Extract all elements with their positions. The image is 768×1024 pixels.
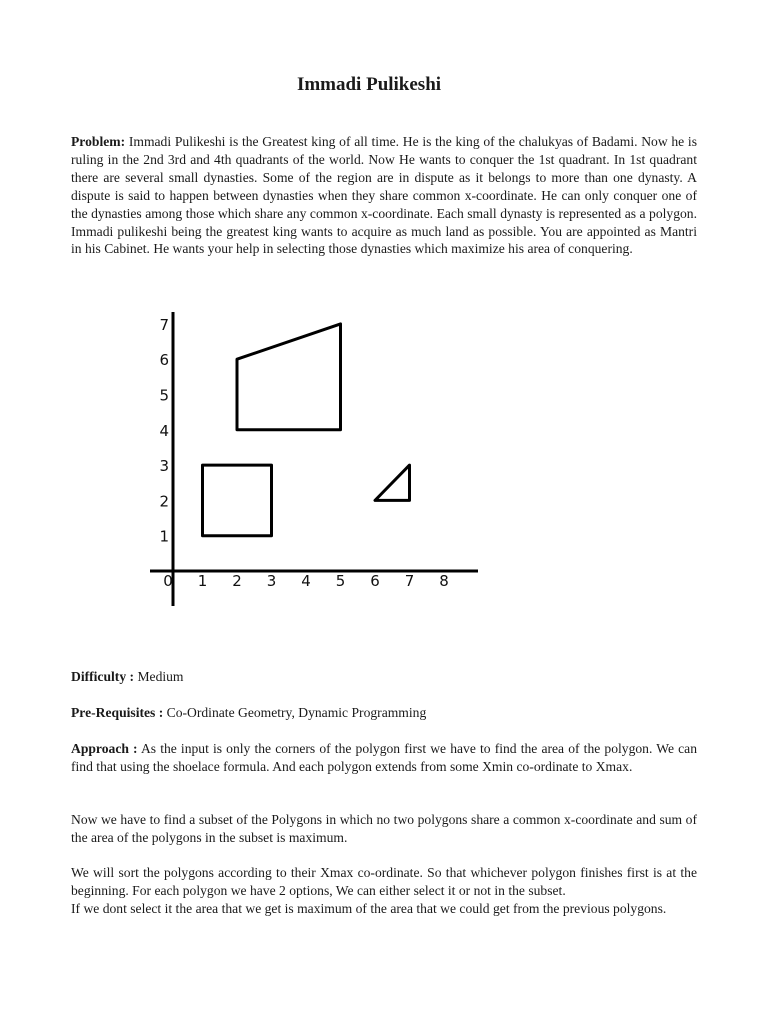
quadrilateral-polygon [237, 324, 341, 430]
x-tick-label: 8 [439, 572, 449, 590]
x-tick-label: 4 [301, 572, 311, 590]
approach-text: As the input is only the corners of the polygon first we have to find the area of the polygon. We can find that using the shoelace formula. And each polygon extends from some Xmin co-ordinate to Xmax. [71, 741, 698, 774]
y-tick-label: 3 [159, 457, 169, 476]
x-tick-label: 5 [335, 572, 346, 590]
problem-label: Problem: [71, 134, 126, 149]
approach-paragraph [71, 740, 697, 776]
page-title: Immadi Pulikeshi [296, 74, 442, 95]
coordinate-plot [140, 300, 490, 620]
problem-text: Immadi Pulikeshi is the Greatest king of all time. He is the king of the chalukyas of Badami. Now he is ruling in the 2nd 3rd and 4th quadrants of the world. Now He wants to conquer the 1st quadrant. In 1st quadrant there are several small dynasties. Some of the region are in dispute as it belongs to more than one dynasty. A dispute is said to happen between dynasties when they share common x-coordinate. He can only conquer one of the dynasties among those which share any common x-coordinate. Each small dynasty is represented as a polygon. Immadi pulikeshi being the greatest king wants to acquire as much land as possible. You are appointed as Mantri in his Cabinet. He wants your help in selecting those dynasties which maximize his area of conquering. [71, 134, 697, 257]
y-tick-labels [159, 316, 169, 546]
y-tick-label: 6 [159, 351, 169, 370]
x-tick-label: 1 [197, 572, 208, 590]
sort-paragraph [71, 864, 697, 918]
approach-label: Approach : [71, 741, 138, 756]
x-tick-label: 7 [404, 572, 415, 590]
prerequisites-label: Pre-Requisites : [71, 705, 164, 720]
x-tick-labels [163, 572, 449, 590]
triangle-polygon [375, 465, 410, 500]
coordinate-figure [140, 300, 490, 620]
sort-paragraph-line2: If we dont select it the area that we get is maximum of the area that we could get from the previous polygons. [71, 900, 667, 916]
x-tick-label: 0 [163, 572, 173, 590]
polygons [203, 324, 410, 536]
x-tick-label: 6 [370, 572, 380, 590]
difficulty-label: Difficulty : [71, 669, 135, 684]
y-tick-label: 4 [159, 421, 169, 440]
square-polygon [203, 465, 272, 536]
subset-paragraph: Now we have to find a subset of the Polygons in which no two polygons share a common x-coordinate and sum of the area of the polygons in the subset is maximum. [71, 812, 697, 845]
x-tick-label: 3 [266, 572, 277, 590]
x-tick-label: 2 [232, 572, 242, 590]
problem-paragraph [71, 133, 697, 258]
difficulty-line [71, 668, 697, 686]
difficulty-value: Medium [134, 669, 184, 684]
prerequisites-value: Co-Ordinate Geometry, Dynamic Programming [163, 705, 427, 720]
y-tick-label: 2 [159, 492, 169, 511]
y-tick-label: 5 [159, 386, 169, 405]
prerequisites-line [71, 704, 697, 722]
y-tick-label: 1 [159, 527, 169, 546]
sort-paragraph-line1: We will sort the polygons according to their Xmax co-ordinate. So that whichever polygon finishes first is at the beginning. For each polygon we have 2 options, We can either select it or not in the subset. [71, 865, 697, 898]
y-tick-label: 7 [159, 315, 169, 334]
